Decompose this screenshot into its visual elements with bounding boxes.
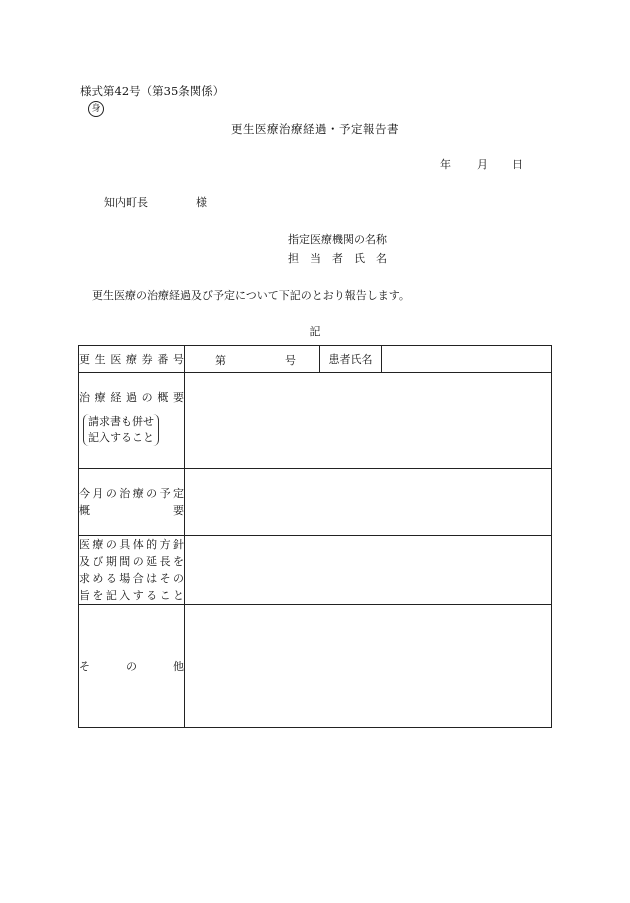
ticket-number-label: 更生医療券番号 (79, 346, 185, 373)
patient-name-field[interactable] (382, 346, 552, 373)
intro-text: 更生医療の治療経過及び予定について下記のとおり報告します。 (92, 289, 410, 302)
table-row-ticket (79, 346, 552, 373)
date-day: 日 (512, 158, 523, 171)
date-year: 年 (440, 158, 451, 171)
document-title: 更生医療治療経過・予定報告書 (231, 122, 399, 136)
policy-field[interactable] (185, 536, 552, 605)
institution-label: 指定医療機関の名称 (288, 233, 387, 246)
go-label: 号 (285, 354, 296, 367)
seal-mark: 身 (88, 101, 104, 117)
report-table (78, 345, 552, 728)
plan-label: 今月の治療の予定 概要 (79, 469, 185, 536)
table-row-progress (79, 373, 552, 469)
form-number: 様式第42号（第35条関係） (80, 84, 225, 98)
other-field[interactable] (185, 605, 552, 728)
table-row-policy (79, 536, 552, 605)
table-row-other (79, 605, 552, 728)
ki-heading: 記 (309, 325, 321, 338)
addressee-honorific: 様 (196, 196, 207, 209)
addressee: 知内町長 (104, 196, 148, 209)
dai-label: 第 (215, 354, 226, 367)
progress-note: 請求書も併せ 記入すること (83, 414, 159, 446)
progress-field[interactable] (185, 373, 552, 469)
table-row-plan (79, 469, 552, 536)
policy-label: 医療の具体的方針 及び期間の延長を 求める場合はその 旨を記入すること (79, 536, 185, 605)
date-month: 月 (477, 158, 488, 171)
contact-person-label: 担当者氏名 (288, 252, 398, 265)
plan-field[interactable] (185, 469, 552, 536)
other-label: その他 (79, 605, 185, 728)
progress-label: 治療経過の概要 請求書も併せ 記入すること (79, 373, 185, 469)
ticket-number-field[interactable] (185, 346, 320, 373)
patient-name-label: 患者氏名 (320, 346, 382, 373)
